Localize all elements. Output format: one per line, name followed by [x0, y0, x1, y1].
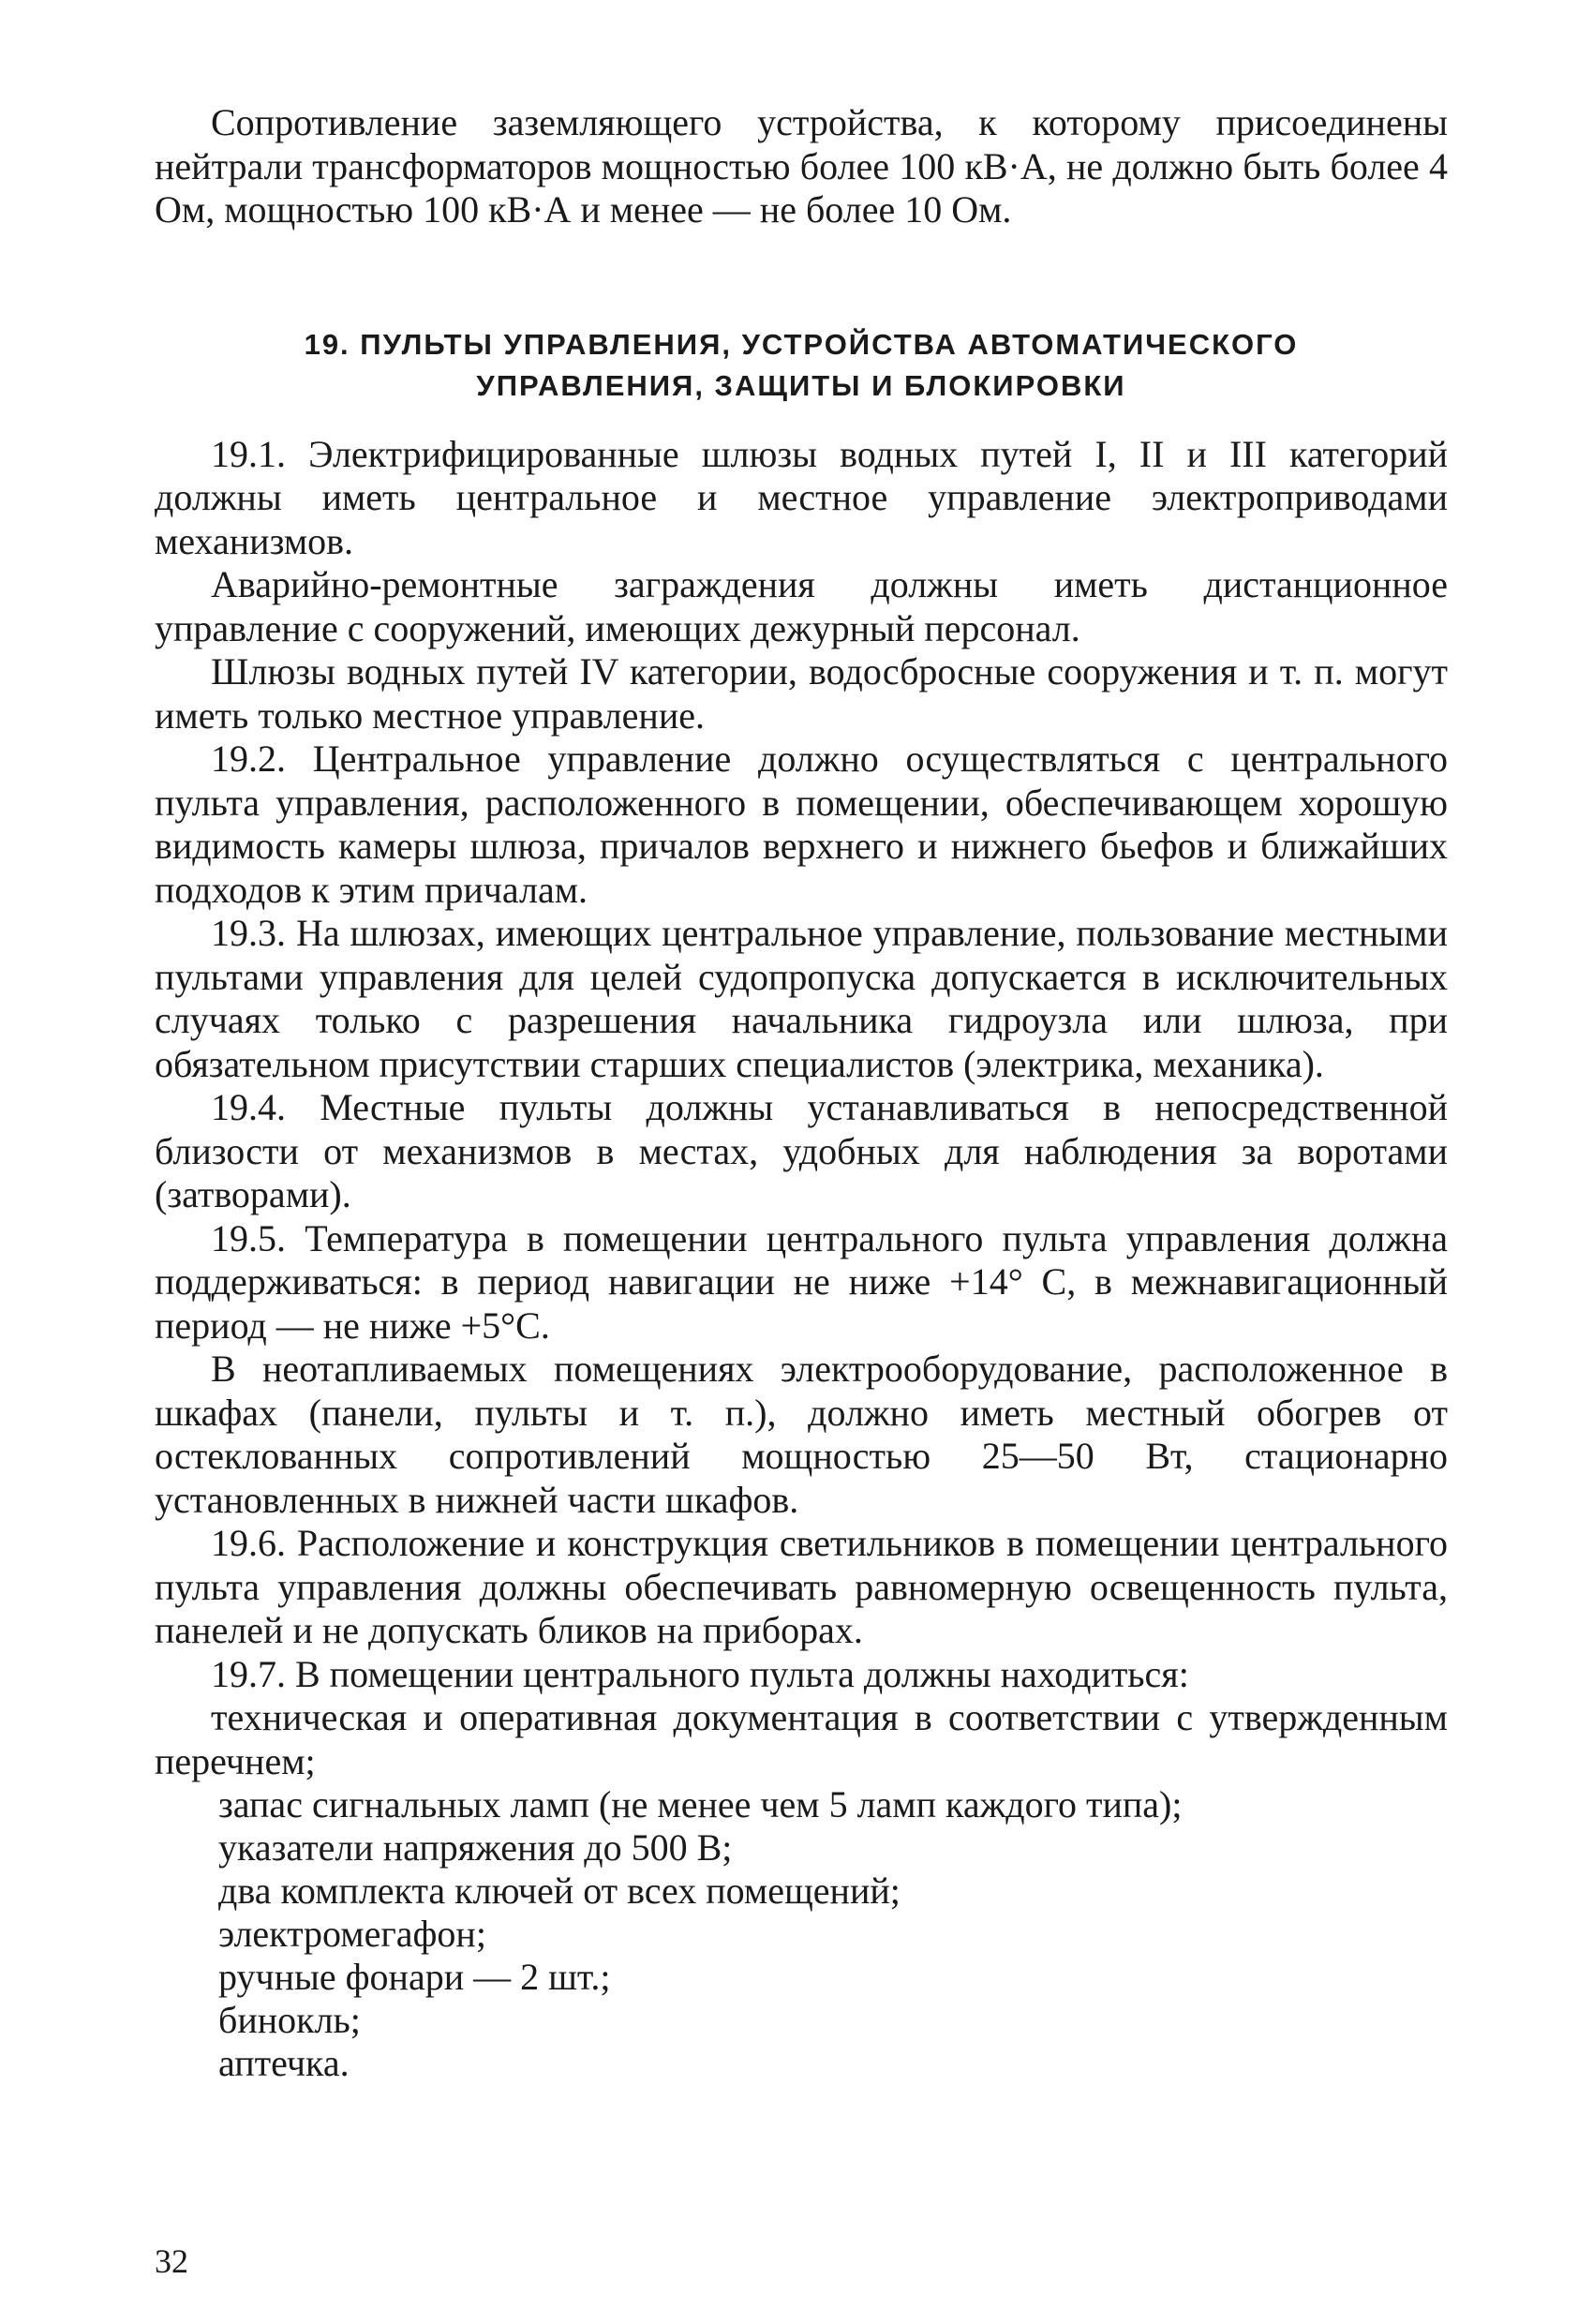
paragraph-19-4: 19.4. Местные пульты должны устанавливаться в непосредственной близости от механизмов в местах, удобных для наблюдения за воротами (затворами). [155, 1086, 1448, 1215]
section-title-line-1: 19. ПУЛЬТЫ УПРАВЛЕНИЯ, УСТРОЙСТВА АВТОМАТИЧЕСКОГО [304, 327, 1299, 361]
list-item: два комплекта ключей от всех помещений; [218, 1870, 901, 1912]
page-number: 32 [155, 2242, 188, 2280]
list-item: аптечка. [218, 2042, 350, 2084]
list-item: электромегафон; [218, 1913, 486, 1955]
list-item: ручные фонари — 2 шт.; [218, 1956, 611, 1998]
paragraph-19-5: 19.5. Температура в помещении центрального пульта управления должна поддерживаться: в период навигации не ниже +14° С, в межнавигационный период — не ниже +5°С. [155, 1216, 1448, 1347]
list-item: бинокль; [218, 1999, 361, 2041]
paragraph-19-2: 19.2. Центральное управление должно осуществляться с центрального пульта управления, расположенного в помещении, обеспечивающем хорошую видимость камеры шлюза, причалов верхнего и нижнего бьефов и ближайших подходов к этим причалам. [155, 737, 1448, 911]
section-title [155, 324, 1448, 407]
paragraph-emergency-barriers: Аварийно-ремонтные заграждения должны иметь дистанционное управление с сооружений, имеющих дежурный персонал. [155, 563, 1448, 649]
paragraph-unheated-rooms: В неотапливаемых помещениях электрооборудование, расположенное в шкафах (панели, пульты и т. п.), должно иметь местный обогрев от остеклованных сопротивлений мощностью 25—50 Вт, стационарно установленных в нижней части шкафов. [155, 1348, 1448, 1521]
paragraph-grounding-resistance: Сопротивление заземляющего устройства, к которому присоединены нейтрали трансформаторов мощностью более 100 кВ·А, не должно быть более 4 Ом, мощностью 100 кВ·А и менее — не более 10 Ом. [155, 101, 1448, 231]
section-title-line-2: УПРАВЛЕНИЯ, ЗАЩИТЫ И БЛОКИРОВКИ [476, 368, 1126, 402]
paragraph-19-7: 19.7. В помещении центрального пульта должны находиться: [211, 1652, 1189, 1695]
page-content [155, 101, 1448, 2085]
list-item: запас сигнальных ламп (не менее чем 5 ламп каждого типа); [218, 1783, 1183, 1825]
paragraph-category-iv: Шлюзы водных путей IV категории, водосбросные сооружения и т. п. могут иметь только местное управление. [155, 650, 1448, 737]
list-item: указатели напряжения до 500 В; [218, 1826, 733, 1869]
paragraph-19-3: 19.3. На шлюзах, имеющих центральное управление, пользование местными пультами управления для целей судопропуска допускается в исключительных случаях только с разрешения начальника гидроузла или шлюза, при обязательном присутствии старших специалистов (электрика, механика). [155, 912, 1448, 1085]
paragraph-19-6: 19.6. Расположение и конструкция светильников в помещении центрального пульта управления должны обеспечивать равномерную освещенность пульта, панелей и не допускать бликов на приборах. [155, 1522, 1448, 1651]
paragraph-documentation: техническая и оперативная документация в соответствии с утвержденным перечнем; [155, 1696, 1448, 1782]
equipment-list [155, 1783, 1448, 2085]
paragraph-19-1: 19.1. Электрифицированные шлюзы водных путей I, II и III категорий должны иметь центральное и местное управление электроприводами механизмов. [155, 432, 1448, 562]
